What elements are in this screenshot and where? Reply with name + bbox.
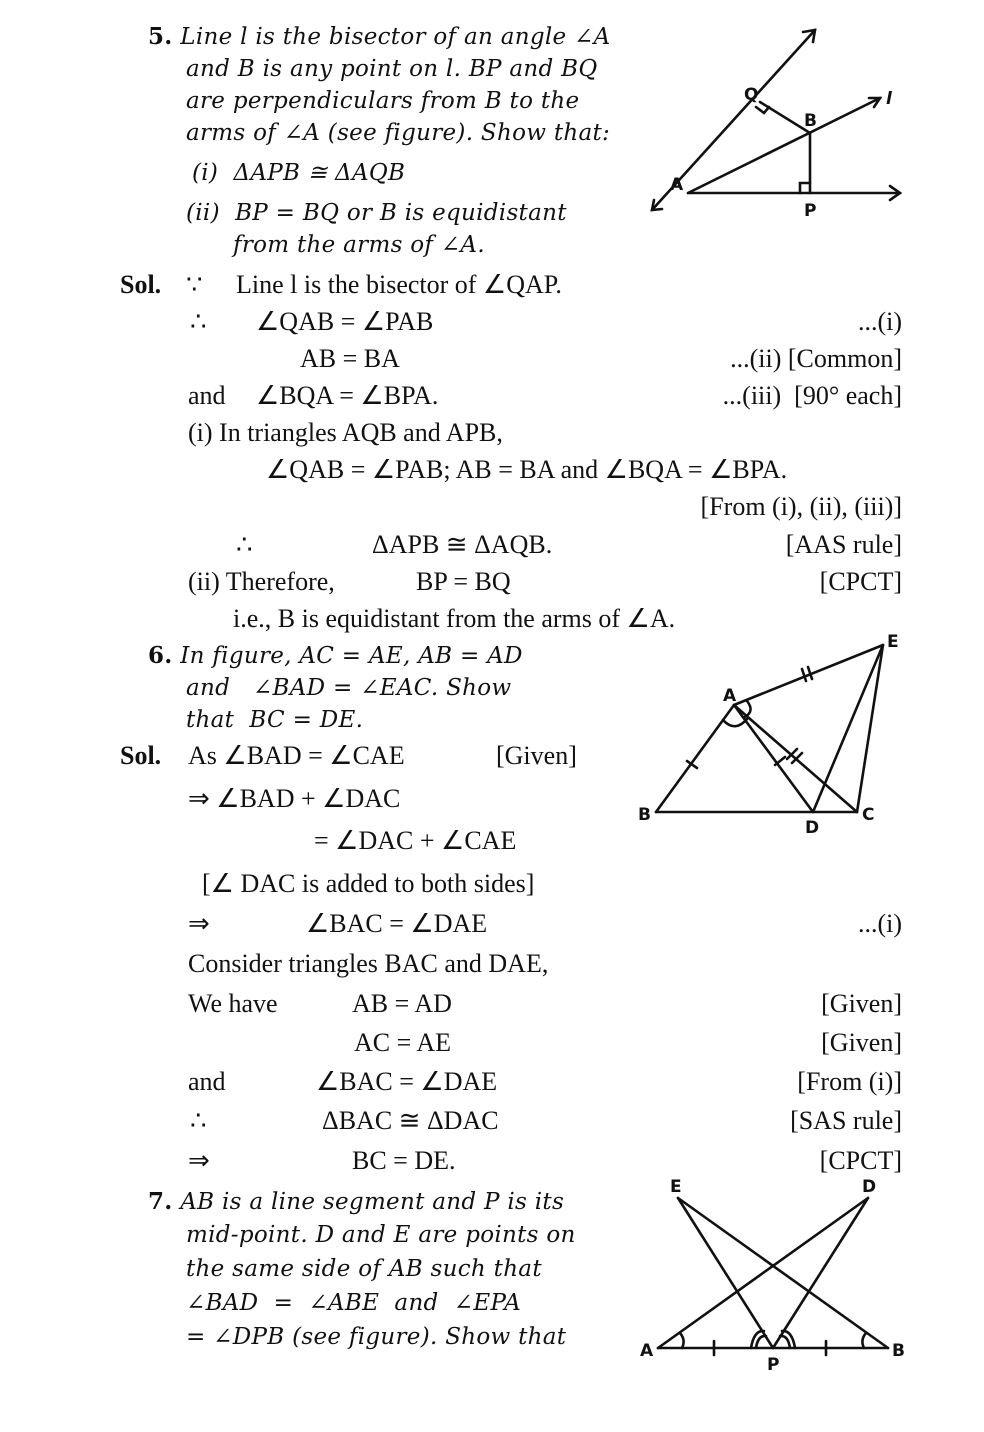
label-b: B xyxy=(892,1341,905,1361)
label-b: B xyxy=(638,805,651,825)
solution-6-line-11: BC = DE. xyxy=(352,1146,456,1175)
question-5-part-i: (i) ΔAPB ≅ ΔAQB xyxy=(192,160,406,186)
solution-6-line-10: ΔBAC ≅ ΔDAC xyxy=(322,1106,499,1135)
label-d: D xyxy=(805,818,820,838)
angle-arc-bad xyxy=(723,719,747,726)
question-5-line-3: are perpendiculars from B to the xyxy=(186,88,580,114)
question-6-line-2: and ∠BAD = ∠EAC. Show xyxy=(186,675,512,701)
label-e: E xyxy=(670,1177,682,1197)
solution-6-line-6: Consider triangles BAC and DAE, xyxy=(188,949,549,978)
solution-6-line-7: AB = AD xyxy=(352,989,452,1018)
reason-sas: [SAS rule] xyxy=(790,1106,902,1135)
label-e: E xyxy=(887,632,899,652)
question-5-part-ii: (ii) BP = BQ or B is equidistant xyxy=(186,200,567,226)
reason-cpct: [CPCT] xyxy=(819,1146,902,1175)
equation-ref-i: ...(i) xyxy=(857,307,902,336)
segment-pe xyxy=(678,1198,773,1348)
solution-6-line-5: ∠BAC = ∠DAE xyxy=(306,909,488,938)
angle-arc-dpb-1 xyxy=(780,1336,790,1348)
solution-5-line-9: BP = BQ xyxy=(416,567,511,596)
implies-symbol: ⇒ xyxy=(188,1146,210,1175)
solution-5-line-1: Line l is the bisector of ∠QAP. xyxy=(236,270,562,299)
question-6-line-3: that BC = DE. xyxy=(186,707,364,733)
label-q: Q xyxy=(744,85,759,105)
reason-given: [Given] xyxy=(821,1028,902,1057)
question-number: 7. xyxy=(148,1188,173,1215)
question-5-line-4: arms of ∠A (see figure). Show that: xyxy=(186,120,611,146)
figure-segment-ab-midpoint-p xyxy=(630,1170,920,1380)
label-a: A xyxy=(640,1341,654,1361)
solution-5-line-5: (i) In triangles AQB and APB, xyxy=(188,418,503,447)
question-6-line-1: 6. In figure, AC = AE, AB = AD xyxy=(148,642,523,669)
label-p: P xyxy=(804,201,817,221)
reason-from-i: [From (i)] xyxy=(797,1067,902,1096)
solution-6-line-4: [∠ DAC is added to both sides] xyxy=(202,869,535,898)
question-number: 6. xyxy=(148,642,173,669)
because-symbol: ∵ xyxy=(186,270,203,299)
implies-symbol: ⇒ xyxy=(188,909,210,938)
solution-6-line-9: ∠BAC = ∠DAE xyxy=(316,1067,498,1096)
label-c: C xyxy=(862,805,875,825)
therefore-symbol: ∴ xyxy=(190,1106,207,1135)
question-7-line-1: 7. AB is a line segment and P is its xyxy=(148,1188,565,1215)
solution-6-line-2: ⇒ ∠BAD + ∠DAC xyxy=(188,784,401,813)
solution-5-line-6: ∠QAB = ∠PAB; AB = BA and ∠BQA = ∠BPA. xyxy=(266,455,788,484)
segment-ce xyxy=(857,645,883,812)
angle-arc-epa-1 xyxy=(756,1336,766,1348)
label-b: B xyxy=(804,111,817,131)
and-word: and xyxy=(188,1067,226,1096)
right-angle-p xyxy=(800,183,810,193)
solution-label: Sol. xyxy=(120,270,162,299)
segment-ad xyxy=(658,1198,868,1348)
therefore-symbol: ∴ xyxy=(190,307,207,336)
solution-5-conclusion: i.e., B is equidistant from the arms of ∠A. xyxy=(233,604,676,633)
angle-arc-bad xyxy=(680,1333,684,1348)
figure-angle-bisector xyxy=(640,20,920,220)
label-p: P xyxy=(767,1355,780,1375)
we-have-label: We have xyxy=(188,989,278,1018)
question-5-part-ii-cont: from the arms of ∠A. xyxy=(233,232,485,258)
solution-5-line-4: ∠BQA = ∠BPA. xyxy=(256,381,439,410)
question-7-line-4: ∠BAD = ∠ABE and ∠EPA xyxy=(186,1290,522,1316)
and-word: and xyxy=(188,381,226,410)
segment-be xyxy=(678,1198,888,1348)
question-7-line-2: mid-point. D and E are points on xyxy=(186,1222,576,1248)
solution-6-line-3: = ∠DAC + ∠CAE xyxy=(314,826,517,855)
equation-ref-iii: ...(iii) [90° each] xyxy=(722,381,902,410)
solution-6-line-1: As ∠BAD = ∠CAE xyxy=(188,741,405,770)
solution-6-line-8: AC = AE xyxy=(354,1028,452,1057)
solution-label: Sol. xyxy=(120,741,162,770)
question-number: 5. xyxy=(148,23,173,50)
segment-pd xyxy=(773,1198,868,1348)
reference-from-i-ii-iii: [From (i), (ii), (iii)] xyxy=(700,492,902,521)
label-a: A xyxy=(723,686,737,706)
bisector-l xyxy=(688,98,880,193)
question-5-line-1: 5. Line l is the bisector of an angle ∠A xyxy=(148,23,611,50)
question-5-line-2: and B is any point on l. BP and BQ xyxy=(186,56,598,82)
label-a: A xyxy=(670,175,684,195)
label-l: l xyxy=(886,89,892,109)
equation-ref-ii: ...(ii) [Common] xyxy=(730,344,902,373)
question-7-line-5: = ∠DPB (see figure). Show that xyxy=(186,1324,567,1350)
angle-arc-abe xyxy=(862,1333,866,1348)
solution-5-part-ii-label: (ii) Therefore, xyxy=(188,567,335,596)
equation-ref-i: ...(i) xyxy=(857,909,902,938)
question-7-line-3: the same side of AB such that xyxy=(186,1256,542,1282)
reason-given: [Given] xyxy=(821,989,902,1018)
figure-triangles-bac-dae xyxy=(625,625,915,845)
reason-cpct: [CPCT] xyxy=(819,567,902,596)
solution-5-line-2: ∠QAB = ∠PAB xyxy=(256,307,434,336)
therefore-symbol: ∴ xyxy=(236,530,253,559)
reason-aas: [AAS rule] xyxy=(785,530,902,559)
reason-given: [Given] xyxy=(496,741,577,770)
segment-bq xyxy=(760,102,810,133)
solution-5-line-8: ΔAPB ≅ ΔAQB. xyxy=(372,530,553,559)
label-d: D xyxy=(862,1177,877,1197)
solution-5-line-3: AB = BA xyxy=(300,344,400,373)
right-angle-q xyxy=(756,107,769,113)
